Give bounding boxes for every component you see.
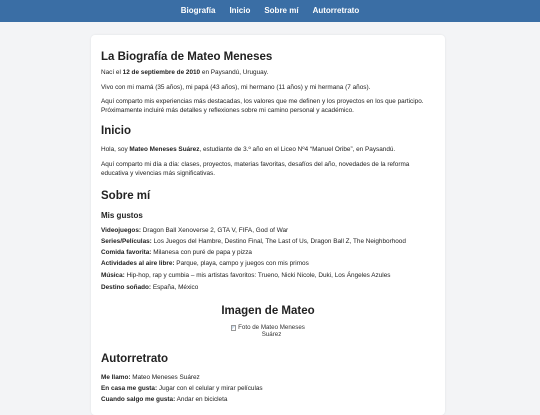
autorretrato-item: Me llamo: Mateo Meneses Suárez xyxy=(101,374,200,381)
inicio-hello: Hola, soy Mateo Meneses Suárez, estudiante de 3.º año en el Liceo Nº4 “Manuel Oribe”, en Paysandú. xyxy=(101,146,396,153)
nav-link-autorretrato[interactable]: Autorretrato xyxy=(312,6,360,15)
nav-link-biografia[interactable]: Biografía xyxy=(180,6,216,15)
bio-family: Vivo con mi mamá (35 años), mi papá (43 años), mi hermano (11 años) y mi hermana (7 años). xyxy=(101,84,371,91)
inicio-daily: Aquí comparto mi día a día: clases, proyectos, materias favoritas, desafíos del año, novedades de la reforma educativa y vivencias más significativas. xyxy=(101,161,410,177)
sobre-title: Sobre mí xyxy=(101,190,151,202)
gusto-item: Comida favorita: Milanesa con puré de papa y pizza xyxy=(101,249,252,256)
bio-intro: Aquí comparto mis experiencias más destacadas, los valores que me definen y los proyectos en los que participo. Próximamente incluiré más detalles y reflexiones sobre mi camino personal y académico. xyxy=(101,98,424,114)
birth-date: 12 de septiembre de 2010 xyxy=(122,69,201,76)
autorretrato-item: En casa me gusta: Jugar con el celular y mirar películas xyxy=(101,385,263,392)
nav-link-inicio[interactable]: Inicio xyxy=(229,6,251,15)
gusto-item: Música: Hip-hop, rap y cumbia – mis artistas favoritos: Trueno, Nicki Nicole, Duki, Los Ángeles Azules xyxy=(101,272,391,279)
top-nav xyxy=(0,0,540,22)
student-name: Mateo Meneses Suárez xyxy=(129,146,200,153)
autorretrato-item: Cuando salgo me gusta: Andar en bicicleta xyxy=(101,396,228,403)
gusto-item: Videojuegos: Dragon Ball Xenoverse 2, GTA V, FIFA, God of War xyxy=(101,227,289,234)
content-card xyxy=(91,35,445,415)
bio-birth: Nací el 12 de septiembre de 2010 en Paysandú, Uruguay. xyxy=(101,69,269,76)
bio-title: La Biografía de Mateo Meneses xyxy=(101,51,273,63)
photo-alt-text: Foto de Mateo Meneses Suárez xyxy=(238,324,305,338)
mateo-photo xyxy=(101,324,435,338)
gusto-item: Series/Películas: Los Juegos del Hambre, Destino Final, The Last of Us, Dragon Ball Z, The Neighborhood xyxy=(101,238,406,245)
imagen-title: Imagen de Mateo xyxy=(221,305,315,317)
gusto-item: Destino soñado: España, México xyxy=(101,284,199,291)
broken-image-icon xyxy=(231,325,236,331)
gustos-subtitle: Mis gustos xyxy=(101,211,143,220)
gusto-item: Actividades al aire libre: Parque, playa, campo y juegos con mis primos xyxy=(101,260,309,267)
autorretrato-title: Autorretrato xyxy=(101,353,169,365)
inicio-title: Inicio xyxy=(101,125,132,137)
nav-link-sobre-mi[interactable]: Sobre mí xyxy=(264,6,299,15)
